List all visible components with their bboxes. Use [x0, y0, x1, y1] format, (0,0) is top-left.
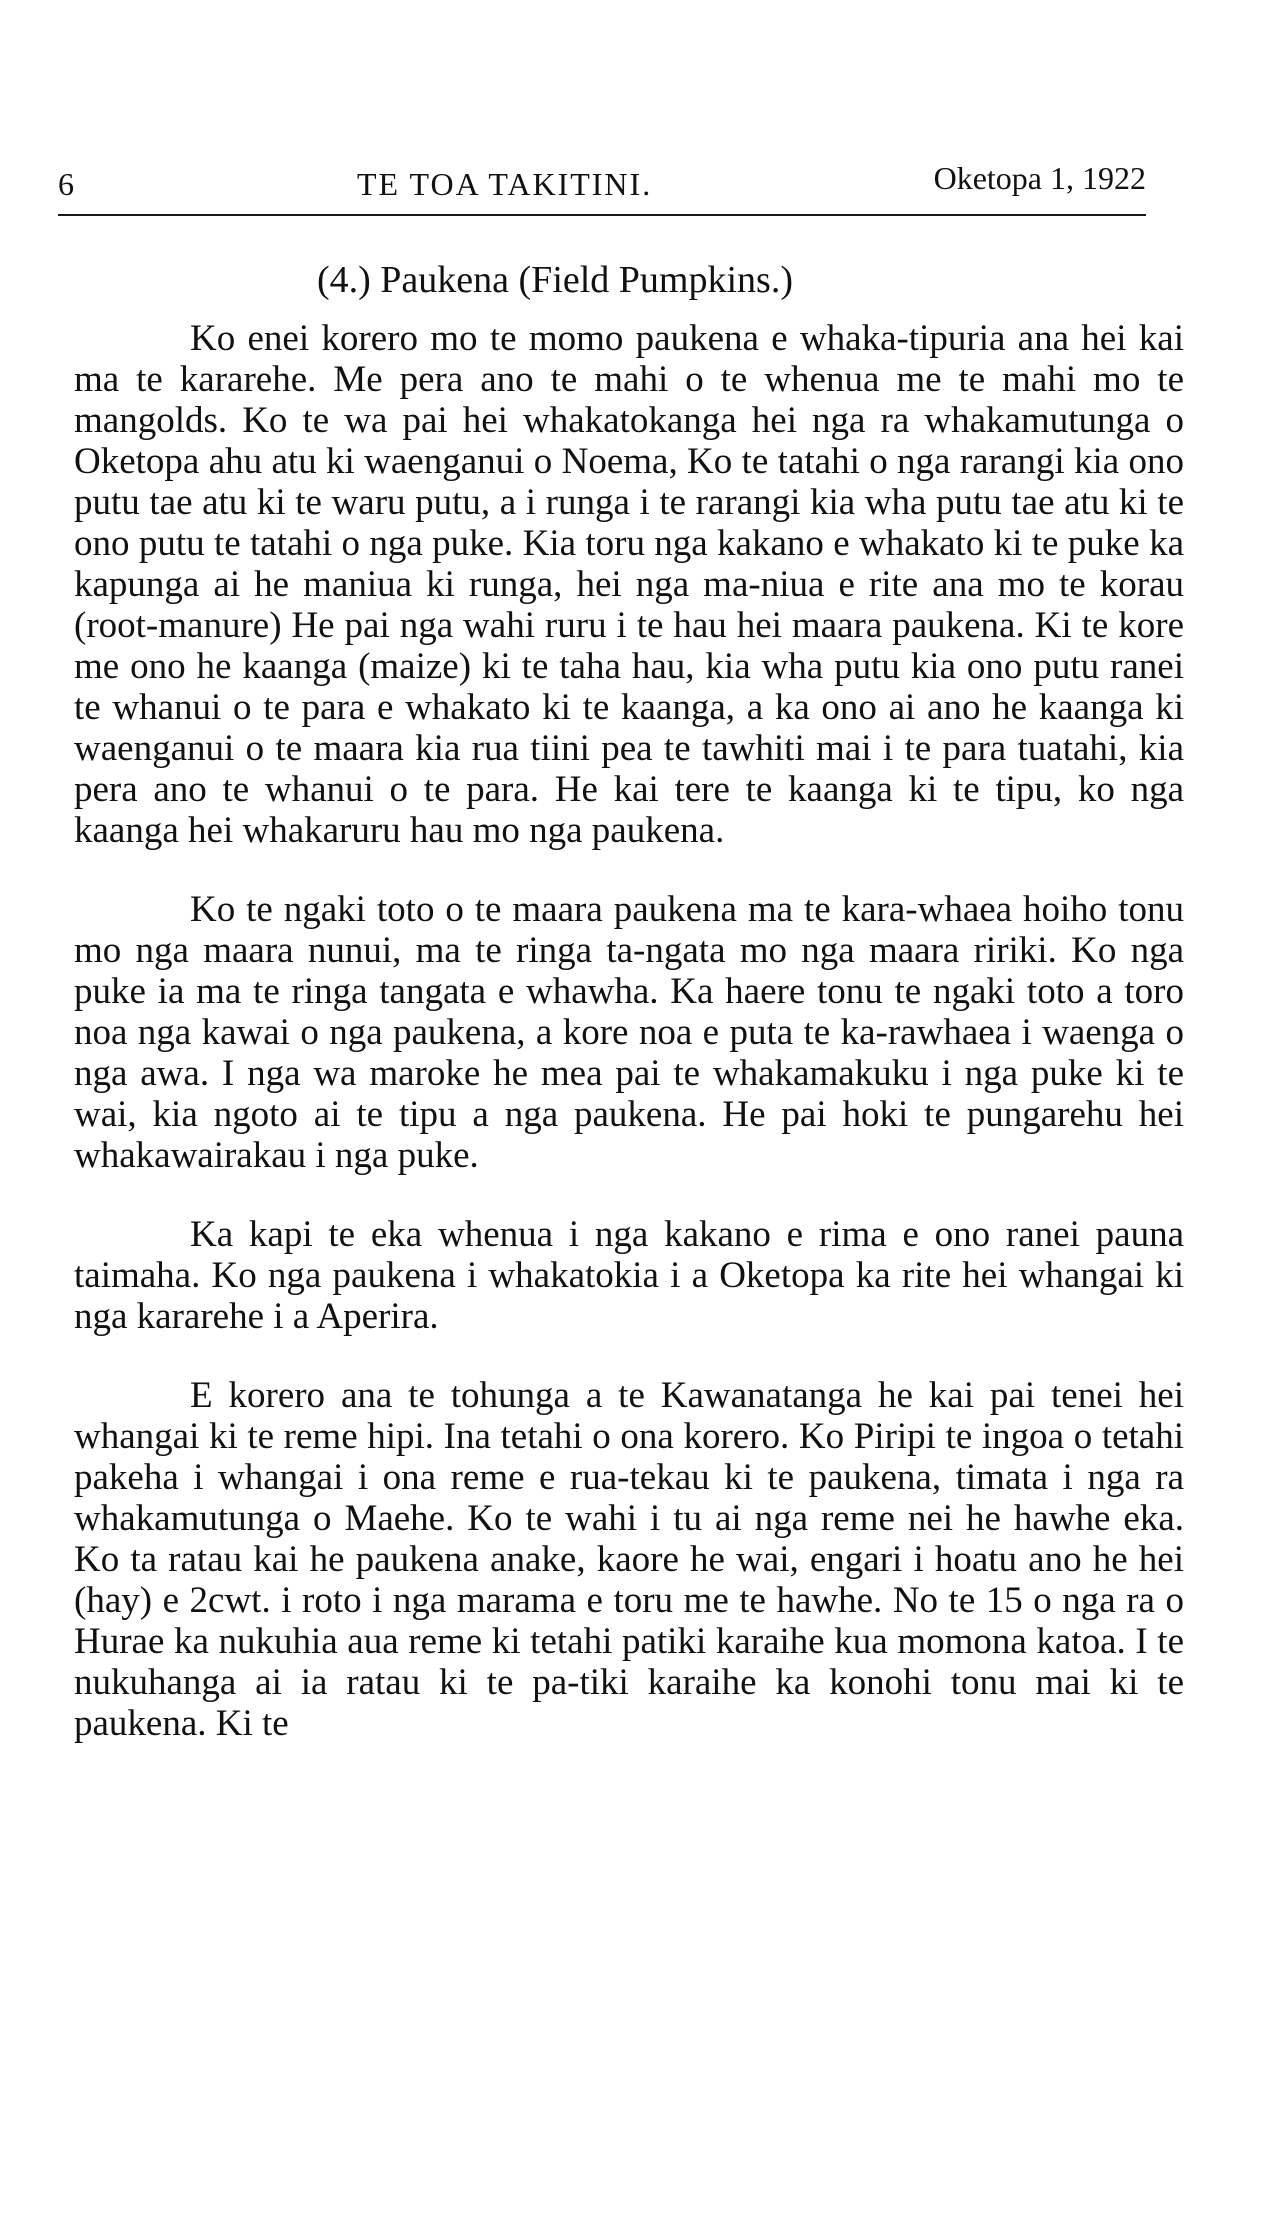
section-heading: (4.) Paukena (Field Pumpkins.): [316, 259, 793, 301]
page-header: [58, 158, 1146, 216]
paragraph-2: Ko te ngaki toto o te maara paukena ma te kara-whaea hoiho tonu mo nga maara nunui, ma te ringa ta-ngata mo nga maara ririki. Ko nga puke ia ma te ringa tangata e whawha. Ka haere tonu te ngaki toto a toro noa nga kawai o nga paukena, a kore noa e puta te ka-rawhaea i waenga o nga awa. I nga wa maroke he mea pai te whakamakuku i nga puke ki te wai, kia ngoto ai te tipu a nga paukena. He pai hoki te pungarehu hei whakawairakau i nga puke.: [74, 889, 1184, 1176]
article-body: [74, 318, 1184, 1744]
paragraph-1: Ko enei korero mo te momo paukena e whaka-tipuria ana hei kai ma te kararehe. Me pera ano te mahi o te whenua me te mahi mo te mangolds. Ko te wa pai hei whakatokanga hei nga ra whakamutunga o Oketopa ahu atu ki waenganui o Noema, Ko te tatahi o nga rarangi kia ono putu tae atu ki te waru putu, a i runga i te rarangi kia wha putu tae atu ki te ono putu te tatahi o nga puke. Kia toru nga kakano e whakato ki te puke ka kapunga ai he maniua ki runga, hei nga ma-niua e rite ana mo te korau (root-manure) He pai nga wahi ruru i te hau hei maara paukena. Ki te kore me ono he kaanga (maize) ki te taha hau, kia wha putu kia ono putu ranei te whanui o te para e whakato ki te kaanga, a ka ono ai ano he kaanga ki waenganui o te maara kia rua tiini pea te tawhiti mai i te para tuatahi, kia pera ano te whanui o te para. He kai tere te kaanga ki te tipu, ko nga kaanga hei whakaruru hau mo nga paukena.: [74, 318, 1184, 851]
issue-date: Oketopa 1, 1922: [933, 160, 1146, 196]
paragraph-3: Ka kapi te eka whenua i nga kakano e rima e ono ranei pauna taimaha. Ko nga paukena i whakatokia i a Oketopa ka rite hei whangai ki nga kararehe i a Aperira.: [74, 1214, 1184, 1337]
page-number: 6: [58, 166, 74, 202]
paragraph-4: E korero ana te tohunga a te Kawanatanga he kai pai tenei hei whangai ki te reme hipi. Ina tetahi o ona korero. Ko Piripi te ingoa o tetahi pakeha i whangai i ona reme e rua-tekau ki te paukena, timata i nga ra whakamutunga o Maehe. Ko te wahi i tu ai nga reme nei he hawhe eka. Ko ta ratau kai he paukena anake, kaore he wai, engari i hoatu ano he hei (hay) e 2cwt. i roto i nga marama e toru me te hawhe. No te 15 o nga ra o Hurae ka nukuhia aua reme ki tetahi patiki karaihe kua momona katoa. I te nukuhanga ai ia ratau ki te pa-tiki karaihe ka konohi tonu mai ki te paukena. Ki te: [74, 1375, 1184, 1744]
publication-title: TE TOA TAKITINI.: [357, 166, 653, 202]
